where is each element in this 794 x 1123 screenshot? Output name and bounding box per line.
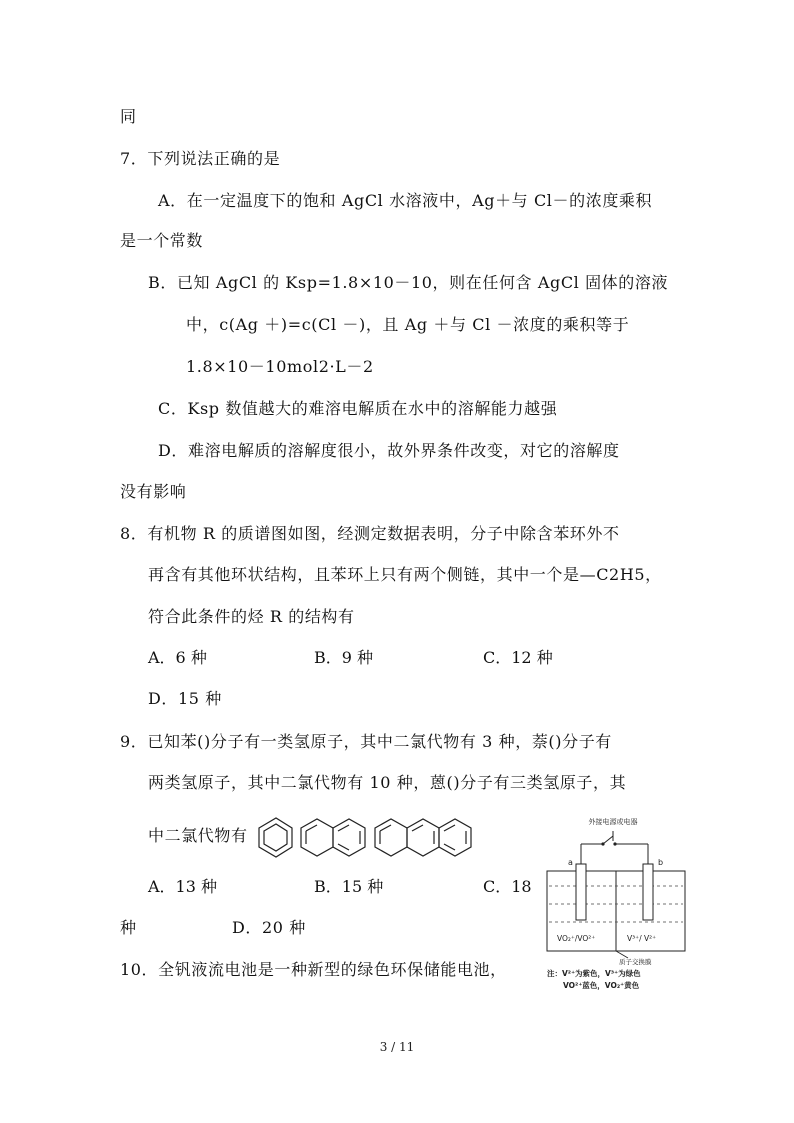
left-solution-label: VO₂⁺/VO²⁺	[557, 934, 596, 943]
text-line: 中二氯代物有	[148, 826, 248, 845]
q8-option-a: A．6 种	[148, 648, 207, 667]
membrane-label: 质子交换膜	[619, 958, 652, 966]
question-7-stem: 7．下列说法正确的是	[120, 149, 281, 168]
text-line: 同	[120, 107, 137, 126]
right-solution-label: V³⁺/ V²⁺	[627, 934, 657, 943]
electrode-a-label: a	[568, 858, 573, 867]
page-number: 3 / 11	[379, 1040, 415, 1054]
q8-option-c: C．12 种	[483, 648, 553, 667]
benzene-structure	[259, 818, 292, 857]
q9-option-b: B．15 种	[314, 877, 384, 896]
question-9-stem: 9．已知苯()分子有一类氢原子，其中二氯代物有 3 种，萘()分子有	[120, 732, 612, 751]
text-line: 种	[120, 918, 137, 937]
aromatic-structures-figure	[256, 814, 481, 860]
q8-option-d: D．15 种	[148, 689, 222, 708]
electrode-b-label: b	[658, 858, 664, 867]
text-line: 中，c(Ag ＋)=c(Cl －)，且 Ag ＋与 Cl －浓度的乘积等于	[186, 315, 630, 334]
power-source-label: 外接电源或电器	[588, 818, 638, 826]
naphthalene-structure	[301, 819, 365, 856]
q9-option-a: A．13 种	[148, 877, 218, 896]
electrode-a	[576, 864, 586, 920]
electrode-b	[643, 864, 653, 920]
q7-option-c: C．Ksp 数值越大的难溶电解质在水中的溶解能力越强	[158, 399, 558, 418]
text-line: 没有影响	[120, 482, 187, 501]
text-line: 再含有其他环状结构，且苯环上只有两个侧链，其中一个是—C2H5，	[148, 565, 662, 584]
question-8-stem: 8．有机物 R 的质谱图如图，经测定数据表明，分子中除含苯环外不	[120, 524, 620, 543]
q7-option-b: B．已知 AgCl 的 Ksp=1.8×10－10，则在任何含 AgCl 固体的溶液	[148, 273, 669, 292]
text-line: 1.8×10－10mol2·L－2	[186, 357, 374, 376]
q7-option-d: D．难溶电解质的溶解度很小，故外界条件改变，对它的溶解度	[158, 441, 620, 460]
text-line: 符合此条件的烃 R 的结构有	[148, 607, 355, 626]
text-line: 是一个常数	[120, 231, 204, 250]
text-line: 两类氢原子，其中二氯代物有 10 种，蒽()分子有三类氢原子，其	[148, 773, 627, 792]
q7-option-a: A．在一定温度下的饱和 AgCl 水溶液中，Ag＋与 Cl－的浓度乘积	[158, 191, 653, 210]
q9-option-c: C．18	[483, 877, 532, 896]
flow-battery-diagram	[543, 814, 691, 994]
anthracene-structure	[375, 819, 471, 856]
color-note-line2: VO²⁺蓝色，VO₂⁺黄色	[563, 981, 640, 990]
question-10-stem: 10．全钒液流电池是一种新型的绿色环保储能电池，	[120, 960, 507, 979]
color-note-line1: 注：V²⁺为紫色，V³⁺为绿色	[547, 969, 641, 978]
q8-option-b: B．9 种	[314, 648, 374, 667]
q9-option-d: D．20 种	[232, 918, 306, 937]
